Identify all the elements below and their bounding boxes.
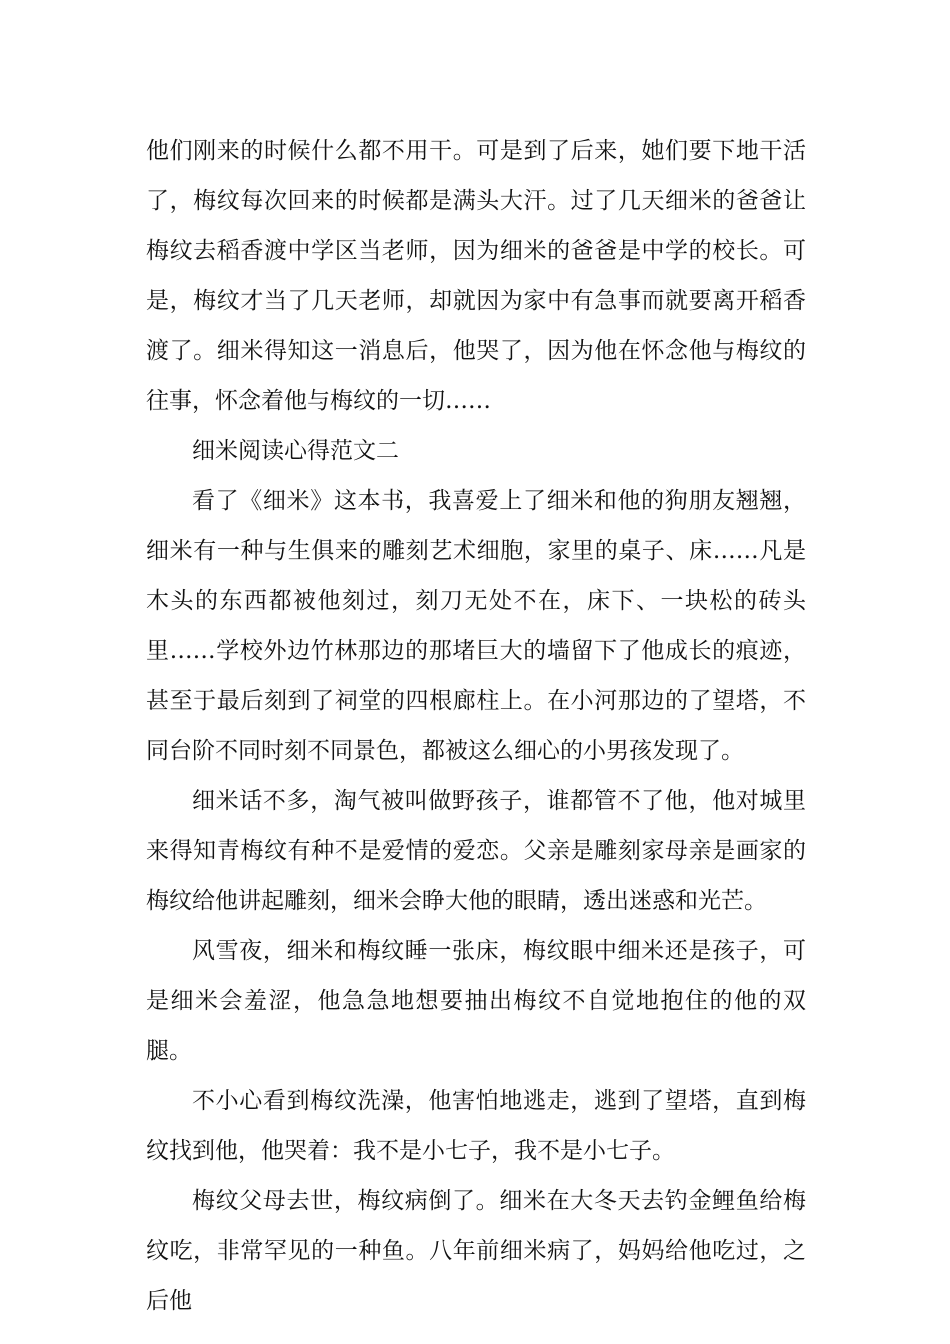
paragraph: 不小心看到梅纹洗澡，他害怕地逃走，逃到了望塔，直到梅纹找到他，他哭着：我不是小七子，我不是小七子。 <box>146 1088 806 1164</box>
paragraph: 风雪夜，细米和梅纹睡一张床，梅纹眼中细米还是孩子，可是细米会羞涩，他急急地想要抽出梅纹不自觉地抱住的他的双腿。 <box>146 938 806 1064</box>
paragraph: 细米话不多，淘气被叫做野孩子，谁都管不了他，他对城里来得知青梅纹有种不是爱情的爱恋。父亲是雕刻家母亲是画家的梅纹给他讲起雕刻，细米会睁大他的眼睛，透出迷惑和光芒。 <box>146 788 806 914</box>
paragraph: 看了《细米》这本书，我喜爱上了细米和他的狗朋友翘翘，细米有一种与生俱来的雕刻艺术细胞，家里的桌子、床……凡是木头的东西都被他刻过，刻刀无处不在，床下、一块松的砖头里……学校外边竹林那边的那堵巨大的墙留下了他成长的痕迹，甚至于最后刻到了祠堂的四根廊柱上。在小河那边的了望塔，不同台阶不同时刻不同景色，都被这么细心的小男孩发现了。 <box>146 488 806 764</box>
document-body <box>146 126 806 1326</box>
paragraph: 梅纹父母去世，梅纹病倒了。细米在大冬天去钓金鲤鱼给梅纹吃，非常罕见的一种鱼。八年前细米病了，妈妈给他吃过，之后他 <box>146 1188 806 1314</box>
paragraph-continuation: 他们刚来的时候什么都不用干。可是到了后来，她们要下地干活了，梅纹每次回来的时候都是满头大汗。过了几天细米的爸爸让梅纹去稻香渡中学区当老师，因为细米的爸爸是中学的校长。可是，梅纹才当了几天老师，却就因为家中有急事而就要离开稻香渡了。细米得知这一消息后，他哭了，因为他在怀念他与梅纹的往事，怀念着他与梅纹的一切…… <box>146 138 806 414</box>
section-heading: 细米阅读心得范文二 <box>192 438 399 464</box>
